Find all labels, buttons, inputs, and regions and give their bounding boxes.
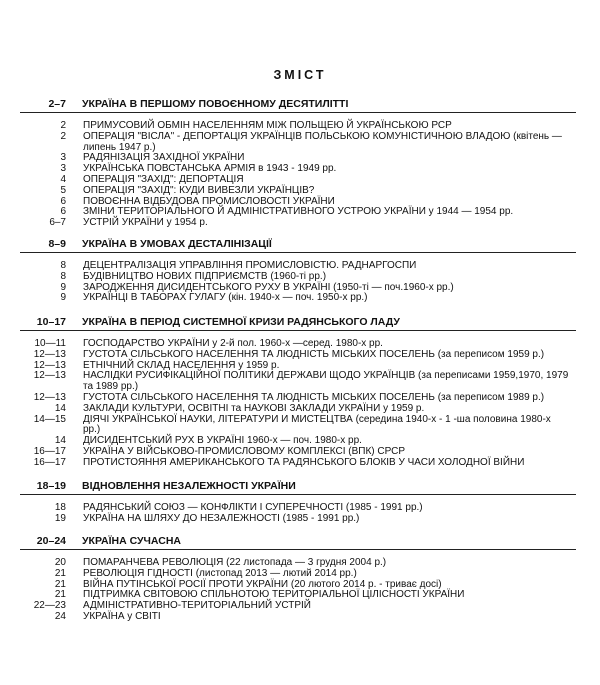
entry-title: ДИСИДЕНТСЬКИЙ РУХ В УКРАЇНІ 1960-х — поч. 1980-х рр.	[83, 435, 362, 447]
toc-entry	[0, 186, 600, 197]
section-title: УКРАЇНА В УМОВАХ ДЕСТАЛІНІЗАЦІЇ	[82, 238, 272, 250]
page-title: ЗМІСТ	[273, 68, 327, 82]
entry-page-number: 24	[54, 610, 66, 622]
section-title: ВІДНОВЛЕННЯ НЕЗАЛЕЖНОСТІ УКРАЇНИ	[82, 480, 296, 492]
entry-page-number: 21	[54, 578, 66, 590]
entry-page-number: 2	[60, 130, 66, 142]
toc-entry	[0, 404, 600, 415]
entry-title: ПІДТРИМКА СВІТОВОЮ СПІЛЬНОТОЮ ТЕРИТОРІАЛЬНОЇ ЦІЛІСНОСТІ УКРАЇНИ	[83, 589, 465, 601]
entry-page-number: 6	[60, 195, 66, 207]
entry-page-number: 16—17	[33, 445, 66, 457]
toc-entry	[0, 514, 600, 525]
entry-list	[0, 503, 600, 525]
entry-title: ПРОТИСТОЯННЯ АМЕРИКАНСЬКОГО ТА РАДЯНСЬКОГО БЛОКІВ У ЧАСИ ХОЛОДНОЇ ВІЙНИ	[83, 456, 525, 468]
entry-title: ПОВОЄННА ВІДБУДОВА ПРОМИСЛОВОСТІ УКРАЇНИ	[83, 195, 335, 207]
entry-page-number: 21	[54, 589, 66, 601]
entry-title: ГУСТОТА СІЛЬСЬКОГО НАСЕЛЕННЯ ТА ЛЮДНІСТЬ МІСЬКИХ ПОСЕЛЕНЬ (за переписом 1959 р.)	[83, 348, 545, 360]
entry-page-number: 21	[54, 567, 66, 579]
entry-title: УКРАЇНА НА ШЛЯХУ ДО НЕЗАЛЕЖНОСТІ (1985 - 1991 рр.)	[83, 512, 360, 524]
section-heading	[0, 236, 600, 252]
entry-title: УКРАЇНА У ВІЙСЬКОВО-ПРОМИСЛОВОМУ КОМПЛЕКСІ (ВПК) СРСР	[83, 445, 406, 457]
entry-title: ГОСПОДАРСТВО УКРАЇНИ у 2-й пол. 1960-х —серед. 1980-х рр.	[83, 338, 383, 349]
entry-title: НАСЛІДКИ РУСИФІКАЦІЙНОЇ ПОЛІТИКИ ДЕРЖАВИ ЩОДО УКРАЇНЦІВ (за переписами 1959,1970, 1979 та 1989 рр.)	[83, 370, 569, 393]
entry-list	[0, 339, 600, 469]
section-page-range: 20–24	[36, 535, 66, 547]
toc-entry	[0, 371, 600, 393]
entry-page-number: 5	[60, 184, 66, 196]
entry-title: РЕВОЛЮЦІЯ ГІДНОСТІ (листопад 2013 — лютий 2014 рр.)	[83, 567, 357, 579]
entry-title: ДЕЦЕНТРАЛІЗАЦІЯ УПРАВЛІННЯ ПРОМИСЛОВІСТЮ. РАДНАРГОСПИ	[83, 260, 417, 271]
entry-page-number: 3	[60, 152, 66, 164]
toc-section	[0, 96, 600, 229]
toc-entry	[0, 132, 600, 154]
entry-page-number: 14—15	[33, 413, 66, 425]
entry-page-number: 4	[60, 173, 66, 185]
entry-page-number: 12—13	[33, 348, 66, 360]
toc-entry	[0, 272, 600, 283]
entry-title: ПРИМУСОВИЙ ОБМІН НАСЕЛЕННЯМ МІЖ ПОЛЬЩЕЮ Й УКРАЇНСЬКОЮ РСР	[83, 120, 452, 131]
entry-page-number: 2	[60, 120, 66, 131]
toc-entry	[0, 612, 600, 623]
toc-entry	[0, 569, 600, 580]
entry-title: УСТРІЙ УКРАЇНИ у 1954 р.	[83, 217, 208, 229]
entry-list	[0, 261, 600, 304]
section-divider	[20, 252, 576, 253]
entry-page-number: 6–7	[49, 217, 66, 229]
section-heading	[0, 314, 600, 330]
entry-title: АДМІНІСТРАТИВНО-ТЕРИТОРІАЛЬНИЙ УСТРІЙ	[83, 600, 311, 612]
entry-title: ВІЙНА ПУТІНСЬКОЇ РОСІЇ ПРОТИ УКРАЇНИ (20 лютого 2014 р. - триває досі)	[83, 578, 442, 590]
entry-page-number: 18	[54, 502, 66, 513]
entry-title: УКРАЇНСЬКА ПОВСТАНСЬКА АРМІЯ в 1943 - 1949 рр.	[83, 163, 337, 175]
entry-title: ЗАКЛАДИ КУЛЬТУРИ, ОСВІТНІ та НАУКОВІ ЗАКЛАДИ УКРАЇНИ у 1959 р.	[83, 402, 425, 414]
entry-page-number: 12—13	[33, 370, 66, 382]
entry-list	[0, 121, 600, 229]
section-divider	[20, 330, 576, 331]
entry-title: ОПЕРАЦІЯ "ЗАХІД": ДЕПОРТАЦІЯ	[83, 173, 244, 185]
entry-page-number: 8	[60, 260, 66, 271]
entry-page-number: 16—17	[33, 456, 66, 468]
toc-entry	[0, 415, 600, 437]
entry-page-number: 14	[54, 402, 66, 414]
section-page-range: 2–7	[48, 98, 66, 110]
entry-page-number: 9	[60, 292, 66, 304]
toc-section	[0, 478, 600, 525]
entry-page-number: 12—13	[33, 359, 66, 371]
entry-page-number: 6	[60, 206, 66, 218]
toc-entry	[0, 218, 600, 229]
entry-page-number: 8	[60, 270, 66, 282]
entry-title: РАДЯНІЗАЦІЯ ЗАХІДНОЇ УКРАЇНИ	[83, 152, 245, 164]
section-divider	[20, 112, 576, 113]
toc-entry	[0, 350, 600, 361]
entry-title: РАДЯНСЬКИЙ СОЮЗ — КОНФЛІКТИ І СУПЕРЕЧНОСТІ (1985 - 1991 рр.)	[83, 502, 423, 513]
toc-section	[0, 314, 600, 469]
entry-title: БУДІВНИЦТВО НОВИХ ПІДПРИЄМСТВ (1960-ті рр.)	[83, 270, 327, 282]
entry-page-number: 14	[54, 435, 66, 447]
entry-page-number: 3	[60, 163, 66, 175]
entry-title: ОПЕРАЦІЯ "ЗАХІД": КУДИ ВИВЕЗЛИ УКРАЇНЦІВ?	[83, 184, 315, 196]
section-heading	[0, 533, 600, 549]
toc-entry	[0, 293, 600, 304]
section-heading	[0, 96, 600, 112]
section-divider	[20, 494, 576, 495]
section-page-range: 18–19	[36, 480, 66, 492]
entry-page-number: 20	[54, 557, 66, 568]
entry-title: ЗАРОДЖЕННЯ ДИСИДЕНТСЬКОГО РУХУ В УКРАЇНІ (1950-ті — поч.1960-х рр.)	[83, 281, 454, 293]
entry-title: ОПЕРАЦІЯ "ВІСЛА" - ДЕПОРТАЦІЯ УКРАЇНЦІВ ПОЛЬСЬКОЮ КОМУНІСТИЧНОЮ ВЛАДОЮ (квітень — липень 1947 р.)	[83, 130, 562, 153]
entry-title: ДІЯЧІ УКРАЇНСЬКОЇ НАУКИ, ЛІТЕРАТУРИ И МИСТЕЦТВА (середина 1940-х - 1 -ша половина 1980-х рр.)	[83, 413, 551, 436]
toc-section	[0, 236, 600, 304]
entry-page-number: 12—13	[33, 391, 66, 403]
section-page-range: 8–9	[48, 238, 66, 250]
entry-title: ЗМІНИ ТЕРИТОРІАЛЬНОГО Й АДМІНІСТРАТИВНОГО УСТРОЮ УКРАЇНИ у 1944 — 1954 рр.	[83, 206, 514, 218]
entry-page-number: 9	[60, 281, 66, 293]
entry-title: ЕТНІЧНИЙ СКЛАД НАСЕЛЕННЯ у 1959 р.	[83, 359, 280, 371]
section-title: УКРАЇНА В ПЕРШОМУ ПОВОЄННОМУ ДЕСЯТИЛІТТІ	[82, 98, 349, 110]
section-heading	[0, 478, 600, 494]
entry-title: ПОМАРАНЧЕВА РЕВОЛЮЦІЯ (22 листопада — 3 грудня 2004 р.)	[83, 557, 387, 568]
section-title: УКРАЇНА СУЧАСНА	[82, 535, 182, 547]
entry-title: УКРАЇНА у СВІТІ	[83, 610, 161, 622]
toc-entry	[0, 458, 600, 469]
entry-page-number: 22—23	[33, 600, 66, 612]
toc-section	[0, 533, 600, 623]
entry-title: УКРАЇНЦІ В ТАБОРАХ ГУЛАГУ (кін. 1940-х — поч. 1950-х рр.)	[83, 292, 368, 304]
section-title: УКРАЇНА В ПЕРІОД СИСТЕМНОЇ КРИЗИ РАДЯНСЬКОГО ЛАДУ	[82, 316, 400, 328]
section-divider	[20, 549, 576, 550]
entry-page-number: 10—11	[34, 338, 66, 349]
entry-list	[0, 558, 600, 623]
entry-title: ГУСТОТА СІЛЬСЬКОГО НАСЕЛЕННЯ ТА ЛЮДНІСТЬ МІСЬКИХ ПОСЕЛЕНЬ (за переписом 1989 р.)	[83, 391, 545, 403]
entry-page-number: 19	[54, 512, 66, 524]
section-page-range: 10–17	[36, 316, 66, 328]
